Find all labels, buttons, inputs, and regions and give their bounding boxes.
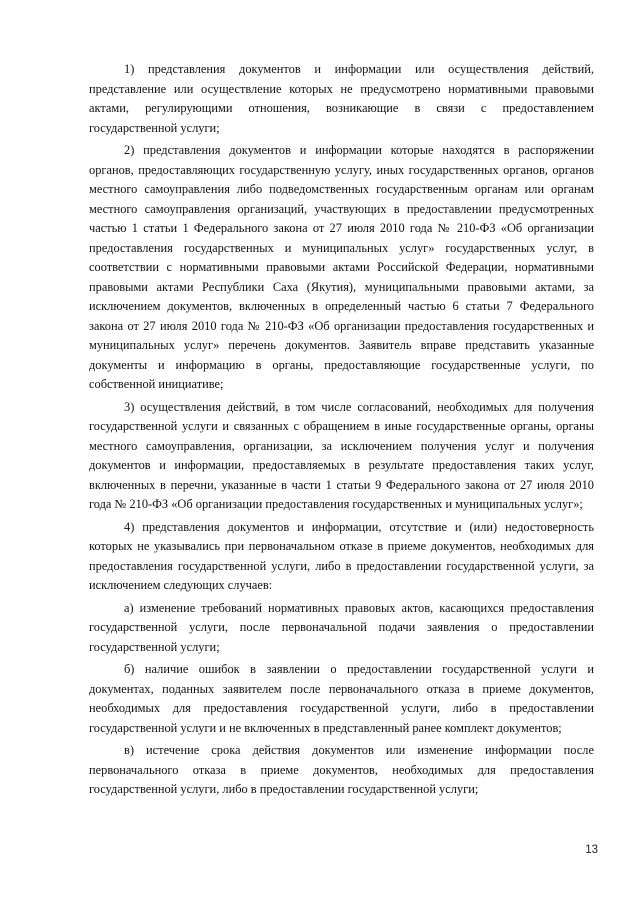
page-number: 13 <box>585 844 598 856</box>
paragraph-item-3: 3) осуществления действий, в том числе согласований, необходимых для получения государственной услуги и связанных с обращением в иные государственные органы, органы местного самоуправления, организации, за исключением получения услуг и получения документов и информации, предоставляемых в результате предоставления таких услуг, включенных в перечни, указанные в части 1 статьи 9 Федерального закона от 27 июля 2010 года № 210-ФЗ «Об организации предоставления государственных и муниципальных услуг»; <box>89 399 594 511</box>
document-body <box>89 60 594 803</box>
paragraph-subitem-a: а) изменение требований нормативных правовых актов, касающихся предоставления государственной услуги, после первоначальной подачи заявления о предоставлении государственной услуги; <box>89 600 594 654</box>
paragraph-subitem-v: в) истечение срока действия документов или изменение информации после первоначального отказа в приеме документов, необходимых для предоставления государственной услуги, либо в предоставлении государственной услуги; <box>89 743 594 796</box>
paragraph-item-4: 4) представления документов и информации, отсутствие и (или) недостоверность которых не указывались при первоначальном отказе в приеме документов, необходимых для предоставления государственной услуги, либо в предоставлении государственной услуги, за исключением следующих случаев: <box>89 519 594 592</box>
paragraph-item-1: 1) представления документов и информации или осуществления действий, представление или осуществление которых не предусмотрено нормативными правовыми актами, регулирующими отношения, возникающие в связи с предоставлением государственной услуги; <box>89 62 594 135</box>
paragraph-subitem-b: б) наличие ошибок в заявлении о предоставлении государственной услуги и документах, поданных заявителем после первоначального отказа в приеме документов, необходимых для предоставления государственной услуги, либо в предоставлении государственной услуги и не включенных в представленный ранее комплект документов; <box>89 662 594 735</box>
paragraph-item-2: 2) представления документов и информации которые находятся в распоряжении органов, предоставляющих государственную услугу, иных государственных органов, органов местного самоуправления либо подведомственных государственным органам или органам местного самоуправления организаций, участвующих в предоставлении предусмотренных частью 1 статьи 1 Федерального закона от 27 июля 2010 года № 210-ФЗ «Об организации предоставления государственных и муниципальных услуг» государственных услуг, в соответствии с нормативными правовыми актами Российской Федерации, нормативными правовыми актами Республики Саха (Якутия), муниципальными правовыми актами, за исключением документов, включенных в определенный частью 6 статьи 7 Федерального закона от 27 июля 2010 года № 210-ФЗ «Об организации предоставления государственных и муниципальных услуг» перечень документов. Заявитель вправе представить указанные документы и информацию в органы, предоставляющие государственные услуги, по собственной инициативе; <box>89 143 594 391</box>
